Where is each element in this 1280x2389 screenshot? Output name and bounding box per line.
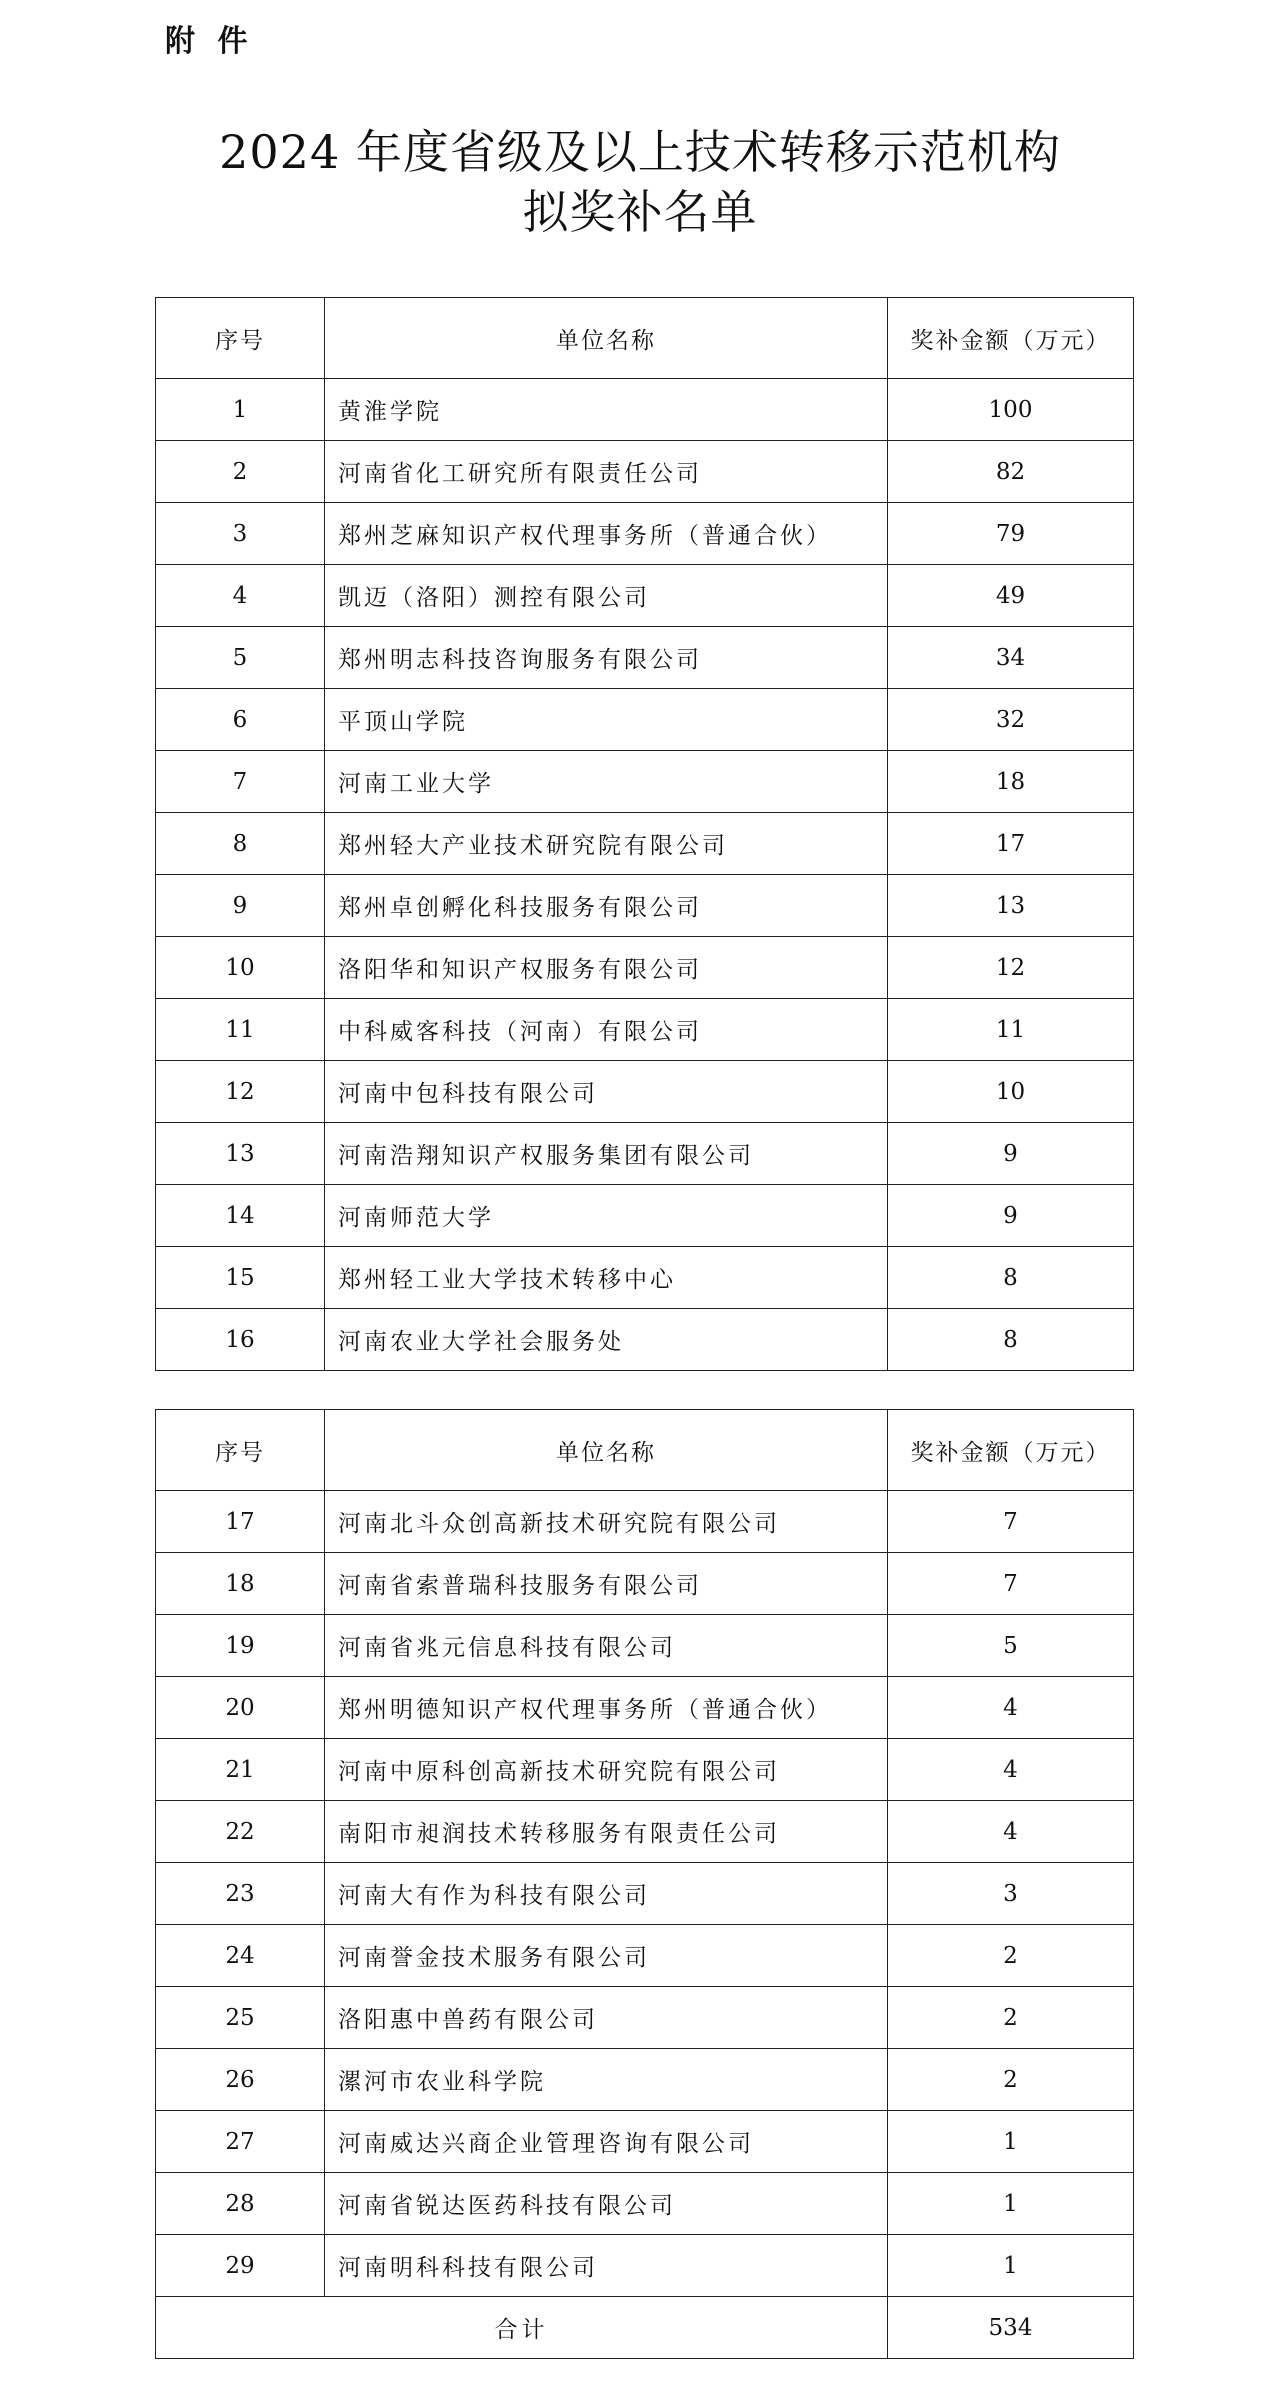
row-number: 20 (156, 1677, 325, 1739)
row-amount: 18 (888, 751, 1134, 813)
row-unit-name: 郑州卓创孵化科技服务有限公司 (325, 875, 888, 937)
row-number: 29 (156, 2235, 325, 2297)
header-no: 序号 (156, 298, 325, 379)
row-number: 1 (156, 379, 325, 441)
row-unit-name: 漯河市农业科学院 (325, 2049, 888, 2111)
table-row (156, 1987, 1134, 2049)
row-number: 12 (156, 1061, 325, 1123)
row-unit-name: 河南农业大学社会服务处 (325, 1309, 888, 1371)
row-number: 8 (156, 813, 325, 875)
table-row (156, 1615, 1134, 1677)
row-unit-name: 河南中原科创高新技术研究院有限公司 (325, 1739, 888, 1801)
row-number: 16 (156, 1309, 325, 1371)
table-row (156, 565, 1134, 627)
row-amount: 8 (888, 1309, 1134, 1371)
row-unit-name: 河南省索普瑞科技服务有限公司 (325, 1553, 888, 1615)
row-number: 28 (156, 2173, 325, 2235)
document-title-line1: 2024 年度省级及以上技术转移示范机构 (219, 125, 1061, 179)
table-row (156, 2235, 1134, 2297)
table-row (156, 1863, 1134, 1925)
award-table-1 (155, 297, 1134, 1371)
row-unit-name: 郑州轻大产业技术研究院有限公司 (325, 813, 888, 875)
row-amount: 82 (888, 441, 1134, 503)
row-unit-name: 郑州明志科技咨询服务有限公司 (325, 627, 888, 689)
row-unit-name: 河南北斗众创高新技术研究院有限公司 (325, 1491, 888, 1553)
row-unit-name: 凯迈（洛阳）测控有限公司 (325, 565, 888, 627)
row-unit-name: 郑州轻工业大学技术转移中心 (325, 1247, 888, 1309)
total-amount: 534 (888, 2297, 1134, 2359)
table-row (156, 1185, 1134, 1247)
row-unit-name: 河南省锐达医药科技有限公司 (325, 2173, 888, 2235)
row-unit-name: 河南省化工研究所有限责任公司 (325, 441, 888, 503)
row-unit-name: 洛阳华和知识产权服务有限公司 (325, 937, 888, 999)
total-label: 合计 (156, 2297, 888, 2359)
header-name: 单位名称 (325, 1410, 888, 1491)
row-unit-name: 河南工业大学 (325, 751, 888, 813)
table-header-row (156, 298, 1134, 379)
header-no: 序号 (156, 1410, 325, 1491)
total-row (156, 2297, 1134, 2359)
row-number: 14 (156, 1185, 325, 1247)
row-unit-name: 河南誉金技术服务有限公司 (325, 1925, 888, 1987)
row-amount: 3 (888, 1863, 1134, 1925)
row-unit-name: 河南中包科技有限公司 (325, 1061, 888, 1123)
row-number: 5 (156, 627, 325, 689)
row-amount: 4 (888, 1801, 1134, 1863)
row-unit-name: 南阳市昶润技术转移服务有限责任公司 (325, 1801, 888, 1863)
row-amount: 32 (888, 689, 1134, 751)
row-amount: 1 (888, 2173, 1134, 2235)
row-number: 15 (156, 1247, 325, 1309)
row-unit-name: 平顶山学院 (325, 689, 888, 751)
row-unit-name: 黄淮学院 (325, 379, 888, 441)
row-number: 9 (156, 875, 325, 937)
row-amount: 10 (888, 1061, 1134, 1123)
row-number: 25 (156, 1987, 325, 2049)
row-number: 4 (156, 565, 325, 627)
table-row (156, 689, 1134, 751)
row-number: 22 (156, 1801, 325, 1863)
row-amount: 12 (888, 937, 1134, 999)
row-unit-name: 河南师范大学 (325, 1185, 888, 1247)
row-amount: 34 (888, 627, 1134, 689)
table-row (156, 2049, 1134, 2111)
row-amount: 1 (888, 2235, 1134, 2297)
row-amount: 5 (888, 1615, 1134, 1677)
row-unit-name: 河南大有作为科技有限公司 (325, 1863, 888, 1925)
row-unit-name: 郑州明德知识产权代理事务所（普通合伙） (325, 1677, 888, 1739)
row-number: 7 (156, 751, 325, 813)
header-amount: 奖补金额（万元） (888, 298, 1134, 379)
table-row (156, 441, 1134, 503)
row-amount: 2 (888, 1987, 1134, 2049)
table-row (156, 1739, 1134, 1801)
row-unit-name: 河南浩翔知识产权服务集团有限公司 (325, 1123, 888, 1185)
row-number: 3 (156, 503, 325, 565)
row-amount: 17 (888, 813, 1134, 875)
attachment-label: 附 件 (165, 24, 254, 59)
table-row (156, 2111, 1134, 2173)
row-amount: 9 (888, 1185, 1134, 1247)
row-number: 23 (156, 1863, 325, 1925)
table-row (156, 2173, 1134, 2235)
table-row (156, 1247, 1134, 1309)
table-row (156, 1491, 1134, 1553)
table-row (156, 1677, 1134, 1739)
table-row (156, 999, 1134, 1061)
table-row (156, 1309, 1134, 1371)
row-number: 21 (156, 1739, 325, 1801)
header-amount: 奖补金额（万元） (888, 1410, 1134, 1491)
row-unit-name: 洛阳惠中兽药有限公司 (325, 1987, 888, 2049)
table-row (156, 1801, 1134, 1863)
table-row (156, 627, 1134, 689)
row-number: 17 (156, 1491, 325, 1553)
row-number: 11 (156, 999, 325, 1061)
row-amount: 79 (888, 503, 1134, 565)
table-row (156, 503, 1134, 565)
row-amount: 2 (888, 1925, 1134, 1987)
row-amount: 49 (888, 565, 1134, 627)
row-amount: 7 (888, 1491, 1134, 1553)
row-amount: 4 (888, 1677, 1134, 1739)
row-number: 13 (156, 1123, 325, 1185)
row-amount: 100 (888, 379, 1134, 441)
row-amount: 1 (888, 2111, 1134, 2173)
table-row (156, 1553, 1134, 1615)
row-number: 10 (156, 937, 325, 999)
table-row (156, 1123, 1134, 1185)
table-row (156, 813, 1134, 875)
row-unit-name: 郑州芝麻知识产权代理事务所（普通合伙） (325, 503, 888, 565)
row-amount: 2 (888, 2049, 1134, 2111)
row-amount: 4 (888, 1739, 1134, 1801)
table-header-row (156, 1410, 1134, 1491)
row-number: 26 (156, 2049, 325, 2111)
document-title-line2: 拟奖补名单 (522, 185, 758, 239)
row-amount: 8 (888, 1247, 1134, 1309)
award-table-2 (155, 1409, 1134, 2359)
row-amount: 11 (888, 999, 1134, 1061)
row-amount: 7 (888, 1553, 1134, 1615)
row-unit-name: 河南明科科技有限公司 (325, 2235, 888, 2297)
table-row (156, 751, 1134, 813)
row-number: 19 (156, 1615, 325, 1677)
row-number: 24 (156, 1925, 325, 1987)
row-number: 18 (156, 1553, 325, 1615)
table-row (156, 937, 1134, 999)
table-row (156, 1925, 1134, 1987)
header-name: 单位名称 (325, 298, 888, 379)
table-row (156, 379, 1134, 441)
table-row (156, 875, 1134, 937)
row-unit-name: 河南省兆元信息科技有限公司 (325, 1615, 888, 1677)
row-number: 6 (156, 689, 325, 751)
row-number: 27 (156, 2111, 325, 2173)
row-number: 2 (156, 441, 325, 503)
row-unit-name: 河南威达兴商企业管理咨询有限公司 (325, 2111, 888, 2173)
row-amount: 13 (888, 875, 1134, 937)
row-unit-name: 中科威客科技（河南）有限公司 (325, 999, 888, 1061)
table-row (156, 1061, 1134, 1123)
row-amount: 9 (888, 1123, 1134, 1185)
